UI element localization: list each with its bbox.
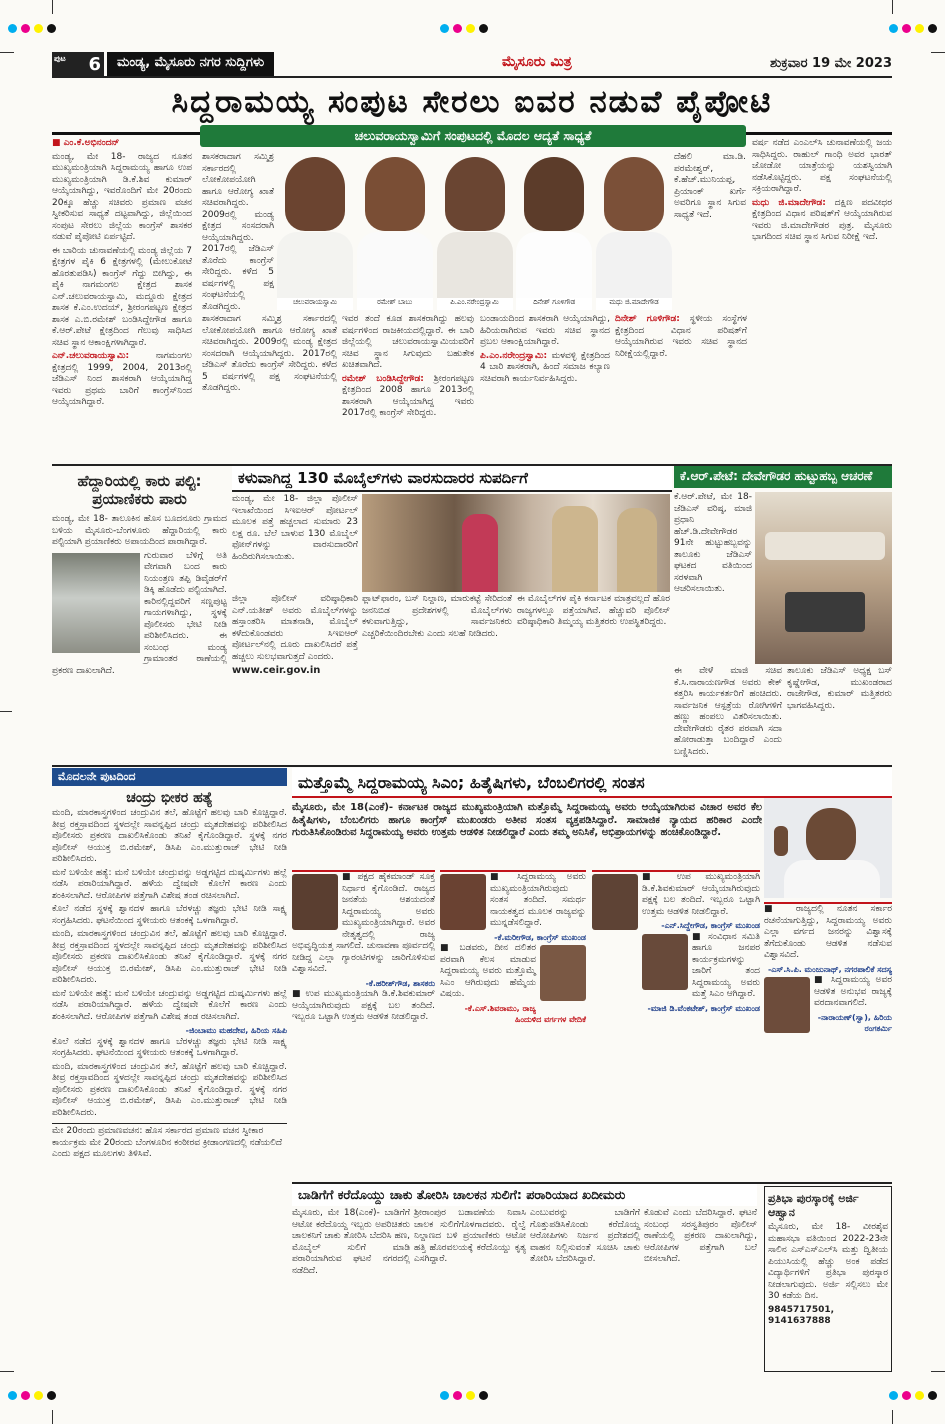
article-subhead: ದಿನೇಶ್ ಗೂಳಿಗೌಡ: — [615, 314, 680, 324]
article-text: ಮಂಡ್ಯ, ಮೇ 18- ಜಿಲ್ಲಾ ಪೊಲೀಸ್ ಇಲಾಖೆಯಿಂದ ಸಿಇಐಆರ್ ಪೋರ್ಟಲ್ ಮೂಲಕ ಪತ್ತೆ ಹಚ್ಚಲಾದ ಸುಮಾರು 23 ಲಕ್ಷ ರೂ. ಬೆಲೆ ಬಾಳುವ 130 ಮೊಬೈಲ್ ಫೋನ್‌ಗಳನ್ನು ವಾರಸುದಾರರಿಗೆ ಹಿಂದಿರುಗಿಸಲಾಯಿತು. — [232, 494, 358, 562]
article-subhead: ಎನ್.ಚಲುವರಾಯಸ್ವಾಮಿ: — [52, 351, 130, 361]
siddaramaiah-photo — [764, 798, 892, 898]
crop-mark — [931, 52, 945, 53]
quote-author: -ಕೆ.ಹರೀಶ್‌ಗೌಡ, ಶಾಸಕರು — [365, 978, 435, 988]
crop-mark — [931, 1371, 945, 1372]
article-text: ಸ್ಥಳೀಯ ಸಂಸ್ಥೆಗಳ ಕ್ಷೇತ್ರದಿಂದ ವಿಧಾನ ಪರಿಷತ್‌ಗೆ ಆಯ್ಕೆಯಾಗಿರುವ ಇವರು ಸಚಿವ ಸ್ಥಾನದ ನಿರೀಕ್ಷೆಯಲ್ಲಿದ್ದಾರೆ. — [615, 314, 747, 359]
article-text: ವರ್ಷ ನಡೆದ ಎಂಎಲ್‌ಸಿ ಚುನಾವಣೆಯಲ್ಲಿ ಜಯ ಸಾಧಿಸಿದ್ದರು. ರಾಹುಲ್ ಗಾಂಧಿ ಅವರ ಭಾರತ್ ಜೋಡೋ ಯಾತ್ರೆಯನ್ನು ಯಶಸ್ವಿಯಾಗಿ ನಡೆಸಿಕೊಟ್ಟಿದ್ದರು. ಪಕ್ಷ ಸಂಘಟನೆಯಲ್ಲಿ ಸಕ್ರಿಯರಾಗಿದ್ದಾರೆ. — [752, 138, 892, 194]
story-headline: ಚಂದ್ರು ಭೀಕರ ಹತ್ಯೆ — [126, 790, 213, 806]
contributor-photo — [764, 977, 810, 1033]
cm-quote-col-2 — [440, 870, 586, 1182]
article-text: ತಾಲೂಕು ಜೆಡಿಎಸ್ ಅಧ್ಯಕ್ಷ ಬಸ್ ಕೃಷ್ಣೇಗೌಡ, ಮುಖಂಡರಾದ ರಾಜೇಗೌಡ, ಕುಮಾರ್ ಮತ್ತಿತರರು ಭಾಗವಹಿಸಿದ್ದರು. — [787, 666, 892, 711]
birthday-celebration-photo — [755, 492, 892, 664]
article-text: ಕೊಲೆ ನಡೆದ ಸ್ಥಳಕ್ಕೆ ಶ್ವಾನದಳ ಹಾಗೂ ಬೆರಳಚ್ಚು ತಜ್ಞರು ಭೇಟಿ ನೀಡಿ ಸಾಕ್ಷ್ಯ ಸಂಗ್ರಹಿಸಿದರು. ಘಟನೆಯಿಂದ ಸ್ಥಳೀಯರು ಆತಂಕಕ್ಕೆ ಒಳಗಾಗಿದ್ದಾರೆ. — [52, 1036, 287, 1058]
article-text: ಎಂಬುವರನ್ನು ಬಾಡಿಗೆಗೆ ಗೊತ್ತುಪಡಿಸಿಕೊಂಡು ಕರೆದೊಯ್ದ ಆರೋಪಿಗಳು ನಿರ್ಜನ ಪ್ರದೇಶದಲ್ಲಿ ವಾಹನ ನಿಲ್ಲಿಸುವಂತೆ ಸೂಚಿಸಿ ಚಾಕು ತೋರಿಸಿ ಬೆದರಿಸಿದ್ದಾರೆ. — [530, 1208, 640, 1264]
article-text: ಮಂದಿ, ಮಾರಕಾಸ್ತ್ರಗಳಿಂದ ಚಂದ್ರುವಿನ ತಲೆ, ಹೊಟ್ಟೆಗೆ ಹಲವು ಬಾರಿ ಕೊಚ್ಚಿದ್ದಾರೆ. ತೀವ್ರ ರಕ್ತಸ್ರಾವದಿಂದ ಸ್ಥಳದಲ್ಲೇ ಸಾವನ್ನಪ್ಪಿದ ಚಂದ್ರು ಮೃತದೇಹವನ್ನು ಪರಿಶೀಲಿಸಿದ ಪೊಲೀಸರು ಪ್ರಕರಣ ದಾಖಲಿಸಿಕೊಂಡು ತನಿಖೆ ಕೈಗೊಂಡಿದ್ದಾರೆ. ಸ್ಥಳಕ್ಕೆ ನಗರ ಪೊಲೀಸ್ ಆಯುಕ್ತ ಬಿ.ರಮೇಶ್, ಡಿಸಿಪಿ ಎಂ.ಮುತ್ತುರಾಜ್ ಭೇಟಿ ನೀಡಿ ಪರಿಶೀಲಿಸಿದರು. — [52, 929, 287, 985]
article-text: ■ ಸಂವಿಧಾನ ಸಮಿತಿ ಹಾಗೂ ಜನಪರ ಕಾರ್ಯಕ್ರಮಗಳನ್ನು ಜಾರಿಗೆ ತಂದ ಸಿದ್ದರಾಮಯ್ಯ ಅವರು ಮತ್ತೆ ಸಿಎಂ ಆಗಿದ್ದಾರೆ. — [692, 931, 760, 999]
continued-label: ಮೊದಲನೇ ಪುಟದಿಂದ — [52, 768, 287, 786]
portrait-photo — [437, 152, 513, 310]
article-text: ಫ್ಲಾಟ್‌ಫಾರಂ, ಬಸ್ ನಿಲ್ದಾಣ, ಮಾರುಕಟ್ಟೆ ಸೇರಿದಂತೆ ಜನನಿಬಿಡ ಪ್ರದೇಶಗಳಲ್ಲಿ ಮೊಬೈಲ್‌ಗಳು ಕಳುವಾಗುತ್ತಿದ್ದು, ಸಾರ್ವಜನಿಕರು ಎಚ್ಚರಿಕೆಯಿಂದಿರಬೇಕು ಎಂದು ಸಲಹೆ ನೀಡಿದರು. — [362, 594, 512, 639]
article-text: ಈ ಬಾರಿಯ ಚುನಾವಣೆಯಲ್ಲಿ ಮಂಡ್ಯ ಜಿಲ್ಲೆಯ 7 ಕ್ಷೇತ್ರಗಳ ಪೈಕಿ 6 ಕ್ಷೇತ್ರಗಳಲ್ಲಿ (ಮೇಲುಕೋಟೆ ಹೊರತುಪಡಿಸಿ) ಕಾಂಗ್ರೆಸ್ ಗೆದ್ದು ಬೀಗಿದ್ದು, ಈ ಪೈಕಿ ನಾಗಮಂಗಲ ಕ್ಷೇತ್ರದ ಶಾಸಕ ಎನ್.ಚಲುವರಾಯಸ್ವಾಮಿ, ಮದ್ದೂರು ಕ್ಷೇತ್ರದ ಶಾಸಕ ಕೆ.ಎಂ.ಉದಯ್, ಶ್ರೀರಂಗಪಟ್ಟಣ ಕ್ಷೇತ್ರದ ಶಾಸಕ ಎ.ಬಿ.ರಮೇಶ್ ಬಂಡಿಸಿದ್ದೇಗೌಡ ಹಾಗೂ ಕೆ.ಆರ್.ಪೇಟೆ ಕ್ಷೇತ್ರದಿಂದ ಗೆಲುವು ಸಾಧಿಸಿದ ಸಚಿವ ಸ್ಥಾನ ಆಕಾಂಕ್ಷಿಗಳಾಗಿದ್ದಾರೆ. — [52, 245, 192, 348]
contributor-photo — [440, 874, 486, 930]
portrait-photo — [596, 152, 672, 310]
birthday-story-col-1 — [674, 492, 752, 664]
cm-quote-col-4 — [764, 902, 892, 1182]
article-text: ಮಂದಿ, ಮಾರಕಾಸ್ತ್ರಗಳಿಂದ ಚಂದ್ರುವಿನ ತಲೆ, ಹೊಟ್ಟೆಗೆ ಹಲವು ಬಾರಿ ಕೊಚ್ಚಿದ್ದಾರೆ. ತೀವ್ರ ರಕ್ತಸ್ರಾವದಿಂದ ಸ್ಥಳದಲ್ಲೇ ಸಾವನ್ನಪ್ಪಿದ ಚಂದ್ರು ಮೃತದೇಹವನ್ನು ಪರಿಶೀಲಿಸಿದ ಪೊಲೀಸರು ಪ್ರಕರಣ ದಾಖಲಿಸಿಕೊಂಡು ತನಿಖೆ ಕೈಗೊಂಡಿದ್ದಾರೆ. ಸ್ಥಳಕ್ಕೆ ನಗರ ಪೊಲೀಸ್ ಆಯುಕ್ತ ಬಿ.ರಮೇಶ್, ಡಿಸಿಪಿ ಎಂ.ಮುತ್ತುರಾಜ್ ಭೇಟಿ ನೀಡಿ ಪರಿಶೀಲಿಸಿದರು. — [52, 1061, 287, 1118]
article-subhead: ಪಿ.ಎಂ.ನರೇಂದ್ರಸ್ವಾಮಿ: — [480, 350, 548, 361]
crop-mark — [0, 52, 14, 53]
article-text: ■ ಸಿದ್ದರಾಮಯ್ಯ ಅವರ ಆಡಳಿತ ಅನುಭವ ರಾಜ್ಯಕ್ಕೆ ವರದಾನವಾಗಲಿದೆ. — [814, 975, 892, 1008]
article-text: ದಕ್ಷಿಣ ಪದವೀಧರ ಕ್ಷೇತ್ರದಿಂದ ವಿಧಾನ ಪರಿಷತ್‌ಗೆ ಆಯ್ಕೆಯಾಗಿರುವ ಇವರು ಜಿ.ಮಾದೇಗೌಡರ ಪುತ್ರ. ಮೈಸೂರು ಭಾಗದಿಂದ ಸಚಿವ ಸ್ಥಾನ ಸಿಗುವ ನಿರೀಕ್ಷೆ ಇದೆ. — [752, 197, 893, 242]
page-number-box — [52, 52, 104, 76]
article-text: ದೆಹಲಿ ಮಾ.ಡಿ. ಪರಮೇಶ್ವರ್, ಕೆ.ಹೆಚ್.ಮುನಿಯಪ್ಪ, ಪ್ರಿಯಾಂಕ್ ಖರ್ಗೆ ಅವರಿಗೂ ಸ್ಥಾನ ಸಿಗುವ ಸಾಧ್ಯತೆ ಇದೆ. — [674, 152, 746, 220]
article-text: ■ ಸಿದ್ದರಾಮಯ್ಯ ಅವರು ಮುಖ್ಯಮಂತ್ರಿಯಾಗಿರುವುದು ಸಂತಸ ತಂದಿದೆ. ಸಮರ್ಥ ನಾಯಕತ್ವದ ಮೂಲಕ ರಾಜ್ಯವನ್ನು ಮುನ್ನಡೆಸಲಿದ್ದಾರೆ. — [490, 872, 586, 928]
cm-quote-col-1 — [292, 870, 435, 1182]
article-text: ಮೈಸೂರು, ಮೇ 18- ವೀರಶೈವ ಮಹಾಸಭಾ ವತಿಯಿಂದ 2022-23ನೇ ಸಾಲಿನ ಎಸ್‌ಎಸ್‌ಎಲ್‌ಸಿ ಮತ್ತು ದ್ವಿತೀಯ ಪಿಯುಸಿಯಲ್ಲಿ ಹೆಚ್ಚು ಅಂಕ ಪಡೆದ ವಿದ್ಯಾರ್ಥಿಗಳಿಗೆ ಪ್ರತಿಭಾ ಪುರಸ್ಕಾರ ನೀಡಲಾಗುವುದು. ಅರ್ಜಿ ಸಲ್ಲಿಸಲು ಮೇ 30 ಕಡೆಯ ದಿನ. — [768, 1222, 888, 1301]
robbery-col-1 — [292, 1208, 410, 1372]
photo-caption: ಪಿ.ಎಂ.ನರೇಂದ್ರಸ್ವಾಮಿ — [437, 298, 513, 310]
police-handover-photo — [362, 494, 670, 592]
article-text: ಶಾಸಕರಾದಾಗ ಸಮ್ಮಿಶ್ರ ಸರ್ಕಾರದಲ್ಲಿ ಲೋಕೋಪಯೋಗಿ ಹಾಗೂ ಆರೋಗ್ಯ ಖಾತೆ ಸಚಿವರಾಗಿದ್ದರು. 2009ರಲ್ಲಿ ಮಂಡ್ಯ ಕ್ಷೇತ್ರದ ಸಂಸದರಾಗಿ ಆಯ್ಕೆಯಾಗಿದ್ದರು. 2017ರಲ್ಲಿ ಜೆಡಿಎಸ್ ತೊರೆದು ಕಾಂಗ್ರೆಸ್ ಸೇರಿದ್ದರು. ಕಳೆದ 5 ವರ್ಷಗಳಲ್ಲಿ ಪಕ್ಷ ಸಂಘಟನೆಯಲ್ಲಿ ತೊಡಗಿದ್ದರು. — [202, 314, 337, 393]
birthday-story-col-2 — [674, 666, 782, 766]
article-text: ■ ಬಡವರು, ದೀನ ದಲಿತರ ಪರವಾಗಿ ಕೆಲಸ ಮಾಡುವ ಸಿದ್ದರಾಮಯ್ಯ ಅವರು ಮತ್ತೊಮ್ಮೆ ಸಿಎಂ ಆಗಿರುವುದು ಹೆಮ್ಮೆಯ ವಿಷಯ. — [440, 943, 536, 999]
robbery-col-2 — [414, 1208, 526, 1372]
article-text: ■ ಉಪ ಮುಖ್ಯಮಂತ್ರಿಯಾಗಿ ಡಿ.ಕೆ.ಶಿವಕುಮಾರ್ ಆಯ್ಕೆಯಾಗಿರುವುದು ಪಕ್ಷಕ್ಕೆ ಬಲ ತಂದಿದೆ. ಇಬ್ಬರೂ ಒಟ್ಟಾಗಿ ಉತ್ತಮ ಆಡಳಿತ ನೀಡಲಿದ್ದಾರೆ. — [292, 989, 435, 1022]
article-text: ■ ಉಪ ಮುಖ್ಯಮಂತ್ರಿಯಾಗಿ ಡಿ.ಕೆ.ಶಿವಕುಮಾರ್ ಆಯ್ಕೆಯಾಗಿರುವುದು ಪಕ್ಷಕ್ಕೆ ಬಲ ತಂದಿದೆ. ಇಬ್ಬರೂ ಒಟ್ಟಾಗಿ ಉತ್ತಮ ಆಡಳಿತ ನೀಡಲಿದ್ದಾರೆ. — [642, 872, 760, 917]
article-text: ಕೊಡುವೆ ಎಂದು ಬೆದರಿಸಿದ್ದಾರೆ. ಘಟನೆ ಸಂಬಂಧ ಸರಸ್ವತಿಪುರಂ ಪೊಲೀಸ್ ಠಾಣೆಯಲ್ಲಿ ಪ್ರಕರಣ ದಾಖಲಾಗಿದ್ದು, ಆರೋಪಿಗಳ ಪತ್ತೆಗಾಗಿ ಬಲೆ ಬೀಸಲಾಗಿದೆ. — [644, 1208, 757, 1264]
contact-phone: 9845717501, 9141637888 — [768, 1304, 835, 1326]
article-text: ಈ ವೇಳೆ ಮಾಜಿ ಸಚಿವ ಕೆ.ಸಿ.ನಾರಾಯಣಗೌಡ ಅವರು ಕೇಕ್ ಕತ್ತರಿಸಿ ಕಾರ್ಯಕರ್ತರಿಗೆ ಹಂಚಿದರು. ಸಾರ್ವಜನಿಕ ಆಸ್ಪತ್ರೆಯ ರೋಗಿಗಳಿಗೆ ಹಣ್ಣು ಹಂಪಲು ವಿತರಿಸಲಾಯಿತು. ದೇವೇಗೌಡರು ರೈತರ ಪರವಾಗಿ ಸದಾ ಹೋರಾಡುತ್ತಾ ಬಂದಿದ್ದಾರೆ ಎಂದು ಬಣ್ಣಿಸಿದರು. — [674, 666, 782, 757]
quote-author: -ಕೆ.ಎಸ್.ಶಿವರಾಮು, ರಾಜ್ಯ ಹಿಂದುಳಿದ ವರ್ಗಗಳ ವೇದಿಕೆ — [464, 1003, 586, 1024]
lead-column-5 — [480, 314, 610, 466]
article-text: ಮೈಸೂರು, ಮೇ 18(ಎಂಕೆ)- ಕರ್ನಾಟಕ ರಾಜ್ಯದ ಮುಖ್ಯಮಂತ್ರಿಯಾಗಿ ಮತ್ತೊಮ್ಮೆ ಸಿದ್ದರಾಮಯ್ಯ ಅವರು ಆಯ್ಕೆಯಾಗಿರುವ ವಿಚಾರ ಅವರ ಕೆಲ ಹಿತೈಷಿಗಳು, ಬೆಂಬಲಿಗರು ಹಾಗೂ ಕಾಂಗ್ರೆಸ್ ಮುಖಂಡರು ಅತೀವ ಸಂತಸ ವ್ಯಕ್ತಪಡಿಸಿದ್ದಾರೆ. ಸಾಮಾಜಿಕ ನ್ಯಾಯದ ಹರಿಕಾರ ಎಂದೇ ಗುರುತಿಸಿಕೊಂಡಿರುವ ಸಿದ್ದರಾಮಯ್ಯ ಅವರು ಉತ್ತಮ ಆಡಳಿತ ನೀಡಲಿದ್ದಾರೆ ಎಂದು ತಮ್ಮ ಅನಿಸಿಕೆ, ಅಭಿಪ್ರಾಯಗಳನ್ನು ಹಂಚಿಕೊಂಡಿದ್ದಾರೆ. — [292, 802, 762, 838]
story-headline: ಬಾಡಿಗೆಗೆ ಕರೆದೊಯ್ದು ಚಾಕು ತೋರಿಸಿ ಚಾಲಕನ ಸುಲಿಗೆ: ಪರಾರಿಯಾದ ಖದೀಮರು — [292, 1184, 757, 1206]
mobiles-story-col-3 — [362, 594, 512, 764]
article-text: ■ ರಾಜ್ಯದಲ್ಲಿ ನೂತನ ಸರ್ಕಾರ ರಚನೆಯಾಗುತ್ತಿದ್ದು, ಸಿದ್ದರಾಮಯ್ಯ ಅವರು ಎಲ್ಲಾ ವರ್ಗದ ಜನರನ್ನು ವಿಶ್ವಾಸಕ್ಕೆ ತೆಗೆದುಕೊಂಡು ಆಡಳಿತ ನಡೆಸುವ ವಿಶ್ವಾಸವಿದೆ. — [764, 904, 892, 960]
lead-column-2 — [202, 152, 274, 312]
lead-headline: ಸಿದ್ದರಾಮಯ್ಯ ಸಂಪುಟ ಸೇರಲು ಐವರ ನಡುವೆ ಪೈಪೋಟಿ — [171, 84, 773, 120]
article-text: ಮಳವಳ್ಳಿ ಕ್ಷೇತ್ರದಿಂದ 4 ಬಾರಿ ಶಾಸಕರಾಗಿ, ಹಿಂದೆ ಸಮಾಜ ಕಲ್ಯಾಣ ಸಚಿವರಾಗಿ ಕಾರ್ಯನಿರ್ವಹಿಸಿದ್ದರು. — [480, 350, 610, 384]
page-number: 6 — [88, 54, 101, 75]
lead-column-7 — [615, 314, 747, 466]
robbery-col-3 — [530, 1208, 640, 1372]
contributor-photo — [292, 874, 338, 930]
article-subhead: ರಮೇಶ್ ಬಂಡಿಸಿದ್ದೇಗೌಡ: — [342, 373, 424, 384]
lead-column-4 — [342, 314, 474, 466]
story-headline: ಕಳುವಾಗಿದ್ದ 130 ಮೊಬೈಲ್‌ಗಳು ವಾರಸುದಾರರ ಸುಪರ್ದಿಗೆ — [232, 466, 672, 492]
lead-column-1 — [52, 138, 192, 466]
color-bar-bottom-center — [440, 1391, 488, 1400]
lead-column-8 — [752, 138, 892, 466]
story-headline: ಹೆದ್ದಾರಿಯಲ್ಲಿ ಕಾರು ಪಲ್ಟಿ: ಪ್ರಯಾಣಿಕರು ಪಾರು — [77, 472, 202, 508]
birthday-story-col-3 — [787, 666, 892, 766]
article-text: ಮಂದಿ, ಮಾರಕಾಸ್ತ್ರಗಳಿಂದ ಚಂದ್ರುವಿನ ತಲೆ, ಹೊಟ್ಟೆಗೆ ಹಲವು ಬಾರಿ ಕೊಚ್ಚಿದ್ದಾರೆ. ತೀವ್ರ ರಕ್ತಸ್ರಾವದಿಂದ ಸ್ಥಳದಲ್ಲೇ ಸಾವನ್ನಪ್ಪಿದ ಚಂದ್ರು ಮೃತದೇಹವನ್ನು ಪರಿಶೀಲಿಸಿದ ಪೊಲೀಸರು ಪ್ರಕರಣ ದಾಖಲಿಸಿಕೊಂಡು ತನಿಖೆ ಕೈಗೊಂಡಿದ್ದಾರೆ. ಸ್ಥಳಕ್ಕೆ ನಗರ ಪೊಲೀಸ್ ಆಯುಕ್ತ ಬಿ.ರಮೇಶ್, ಡಿಸಿಪಿ ಎಂ.ಮುತ್ತುರಾಜ್ ಭೇಟಿ ನೀಡಿ ಪರಿಶೀಲಿಸಿದರು. — [52, 808, 287, 864]
crop-mark — [0, 1371, 14, 1372]
story-headline: ಮತ್ತೊಮ್ಮೆ ಸಿದ್ದರಾಮಯ್ಯ ಸಿಎಂ; ಹಿತೈಷಿಗಳು, ಬೆಂಬಲಿಗರಲ್ಲಿ ಸಂತಸ — [292, 768, 892, 798]
ceir-url[interactable]: www.ceir.gov.in — [232, 665, 321, 676]
photo-caption: ದಿನೇಶ್ ಗೂಳಿಗೌಡ — [516, 298, 592, 310]
signoff: -ಜಿಂಬಾಮು ಮಹದೇವ, ಹಿರಿಯ ಸಹಿಪಿ — [185, 1026, 287, 1035]
minister-photo-strip — [277, 152, 672, 310]
crop-mark — [892, 1410, 893, 1424]
article-text: ಜಿಲ್ಲಾ ಪೊಲೀಸ್ ವರಿಷ್ಠಾಧಿಕಾರಿ ಎನ್.ಯತೀಶ್ ಅವರು ಮೊಬೈಲ್‌ಗಳನ್ನು ಹಸ್ತಾಂತರಿಸಿ ಮಾತನಾಡಿ, ಮೊಬೈಲ್ ಕಳೆದುಕೊಂಡವರು ಸಿಇಐಆರ್ ಪೋರ್ಟಲ್‌ನಲ್ಲಿ ದೂರು ದಾಖಲಿಸಿದರೆ ಪತ್ತೆ ಹಚ್ಚಲು ಸುಲಭವಾಗುತ್ತದೆ ಎಂದರು. — [232, 594, 358, 662]
story-headline: ಕೆ.ಆರ್.ಪೇಟೆ: ದೇವೇಗೌಡರ ಹುಟ್ಟುಹಬ್ಬ ಆಚರಣೆ — [674, 466, 892, 488]
murder-story — [52, 788, 287, 1372]
quote-author: -ಎಸ್.ಸಿ.ಪಿ. ಮಂಜುನಾಥ್, ನಗರಪಾಲಿಕೆ ಸದಸ್ಯ — [767, 964, 892, 974]
article-text: ಈ ಮೊಬೈಲ್‌ಗಳ ಪೈಕಿ ಕರ್ನಾಟಕ ಮಾತ್ರವಲ್ಲದೆ ಹೊರ ರಾಜ್ಯಗಳಲ್ಲೂ ಪತ್ತೆಯಾಗಿವೆ. ಹೆಚ್ಚುವರಿ ಪೊಲೀಸ್ ವರಿಷ್ಠಾಧಿಕಾರಿ ತಿಮ್ಮಯ್ಯ ಮತ್ತಿತರರು ಉಪಸ್ಥಿತರಿದ್ದರು. — [517, 594, 670, 627]
article-text: ಮನೆ ಬಳಿಯೇ ಹತ್ಯೆ: ಮನೆ ಬಳಿಯೇ ಚಂದ್ರುವನ್ನು ಅಡ್ಡಗಟ್ಟಿದ ದುಷ್ಕರ್ಮಿಗಳು ಹಲ್ಲೆ ನಡೆಸಿ ಪರಾರಿಯಾಗಿದ್ದಾರೆ. ಹಳೆಯ ದ್ವೇಷವೇ ಕೊಲೆಗೆ ಕಾರಣ ಎಂದು ಶಂಕಿಸಲಾಗಿದೆ. ಆರೋಪಿಗಳ ಪತ್ತೆಗಾಗಿ ವಿಶೇಷ ತಂಡ ರಚಿಸಲಾಗಿದೆ. — [52, 988, 287, 1022]
photo-caption: ಮಧು ಜಿ.ಮಾದೇಗೌಡ — [596, 298, 672, 310]
divider — [52, 765, 892, 767]
award-notice — [764, 1186, 892, 1372]
article-text: ಮಂಡ್ಯ, ಮೇ 18- ತಾಲೂಕಿನ ಹೊಸ ಬೂದನೂರು ಗ್ರಾಮದ ಬಳಿಯ ಮೈಸೂರು-ಬೆಂಗಳೂರು ಹೆದ್ದಾರಿಯಲ್ಲಿ ಕಾರು ಪಲ್ಟಿಯಾಗಿ ಪ್ರಯಾಣಿಕರು ಅಪಾಯದಿಂದ ಪಾರಾಗಿದ್ದಾರೆ. — [52, 514, 227, 547]
article-text: ಶ್ರೀರಂಗಪಟ್ಟಣ ಕ್ಷೇತ್ರದಿಂದ 2008 ಹಾಗೂ 2013ರಲ್ಲಿ ಶಾಸಕರಾಗಿ ಆಯ್ಕೆಯಾಗಿದ್ದ ಇವರು 2017ರಲ್ಲಿ ಕಾಂಗ್ರೆಸ್ ಸೇರಿದ್ದರು. — [342, 373, 474, 418]
article-text: ಮಂಡ್ಯ, ಮೇ 18- ರಾಜ್ಯದ ನೂತನ ಮುಖ್ಯಮಂತ್ರಿಯಾಗಿ ಸಿದ್ದರಾಮಯ್ಯ ಹಾಗೂ ಉಪ ಮುಖ್ಯಮಂತ್ರಿಯಾಗಿ ಡಿ.ಕೆ.ಶಿವ ಕುಮಾರ್ ಆಯ್ಕೆಯಾಗಿದ್ದು, ಇವರೊಂದಿಗೆ ಮೇ 20ರಂದು 20ಕ್ಕೂ ಹೆಚ್ಚು ಸಚಿವರು ಪ್ರಮಾಣ ವಚನ ಸ್ವೀಕರಿಸುವ ಸಾಧ್ಯತೆ ದಟ್ಟವಾಗಿದ್ದು, ಜಿಲ್ಲೆಯಿಂದ ಸಂಪುಟ ಸೇರಲು ಜಿಲ್ಲೆಯ ಕಾಂಗ್ರೆಸ್ ಶಾಸಕರ ನಡುವೆ ಪೈಪೋಟಿ ಏರ್ಪಟ್ಟಿದೆ. — [52, 151, 192, 242]
lead-subheadline: ಚಲುವರಾಯಸ್ವಾಮಿಗೆ ಸಂಪುಟದಲ್ಲಿ ಮೊದಲ ಆದ್ಯತೆ ಸಾಧ್ಯತೆ — [200, 125, 746, 147]
article-text: ಬಂಡಾಯದಿಂದ ಶಾಸಕರಾಗಿ ಆಯ್ಕೆಯಾಗಿದ್ದು, ಹಿರಿಯರಾಗಿರುವ ಇವರು ಸಚಿವ ಸ್ಥಾನದ ಪ್ರಬಲ ಆಕಾಂಕ್ಷಿಯಾಗಿದ್ದಾರೆ. — [480, 314, 610, 347]
crop-mark — [52, 0, 53, 14]
masthead: ಮೈಸೂರು ಮಿತ್ರ — [502, 54, 572, 70]
side-registration-line — [0, 711, 12, 712]
photo-caption: ಚಲುವರಾಯಸ್ವಾಮಿ — [277, 298, 353, 310]
mobiles-story-col-2 — [232, 594, 358, 764]
photo-caption: ರಮೇಶ್ ಬಾಬು — [357, 298, 433, 310]
quote-author: -ನಾರಾಯಣ್(ಸ್ವಾ), ಹಿರಿಯ ರಂಗಕರ್ಮಿ — [817, 1012, 892, 1033]
article-subhead: ಮಧು ಜಿ.ಮಾದೇಗೌಡ: — [752, 197, 826, 208]
crashed-car-photo — [52, 553, 140, 653]
quote-author: -ಮಾಜಿ ಡಿ.ವೆಂಕಟೇಶ್, ಕಾಂಗ್ರೆಸ್ ಮುಖಂಡ — [647, 1003, 760, 1013]
article-text: ಇವರ ತಂದೆ ಕೂಡ ಶಾಸಕರಾಗಿದ್ದು ಹಲವು ವರ್ಷಗಳಿಂದ ರಾಜಕೀಯದಲ್ಲಿದ್ದಾರೆ. ಈ ಬಾರಿ ಜಿಲ್ಲೆಯಲ್ಲಿ ಚಲುವರಾಯಸ್ವಾಮಿಯವರಿಗೆ ಸಚಿವ ಸ್ಥಾನ ಸಿಗುವುದು ಬಹುತೇಕ ಖಚಿತವಾಗಿದೆ. — [342, 314, 474, 370]
article-text: ಗುರುವಾರ ಬೆಳಿಗ್ಗೆ ಅತಿ ವೇಗವಾಗಿ ಬಂದ ಕಾರು ನಿಯಂತ್ರಣ ತಪ್ಪಿ ಡಿವೈಡರ್‌ಗೆ ಡಿಕ್ಕಿ ಹೊಡೆದು ಪಲ್ಟಿಯಾಗಿದೆ. ಕಾರಿನಲ್ಲಿದ್ದವರಿಗೆ ಸಣ್ಣಪುಟ್ಟ ಗಾಯಗಳಾಗಿದ್ದು, ಸ್ಥಳಕ್ಕೆ ಪೊಲೀಸರು ಭೇಟಿ ನೀಡಿ ಪರಿಶೀಲಿಸಿದರು. ಈ ಸಂಬಂಧ ಮಂಡ್ಯ ಗ್ರಾಮಾಂತರ ಠಾಣೆಯಲ್ಲಿ ಪ್ರಕರಣ ದಾಖಲಾಗಿದೆ. — [52, 550, 227, 676]
issue-date: ಶುಕ್ರವಾರ 19 ಮೇ 2023 — [770, 56, 892, 71]
article-text: ನಾಗಮಂಗಲ ಕ್ಷೇತ್ರದಲ್ಲಿ 1999, 2004, 2013ರಲ್ಲಿ ಜೆಡಿಎಸ್ ನಿಂದ ಶಾಸಕರಾಗಿ ಆಯ್ಕೆಯಾಗಿದ್ದ ಇವರು ಪ್ರಥಮ ಬಾರಿಗೆ ಕಾಂಗ್ರೆಸ್‌ನಿಂದ ಆಯ್ಕೆಯಾಗಿದ್ದಾರೆ. — [52, 351, 192, 407]
article-text: ಮೈಸೂರು, ಮೇ 18(ಎಂಕೆ)- ಬಾಡಿಗೆಗೆ ಆಟೋ ಕರೆದೊಯ್ದ ಇಬ್ಬರು ಅಪರಿಚಿತರು ಚಾಲಕನಿಗೆ ಚಾಕು ತೋರಿಸಿ ಬೆದರಿಸಿ ಹಣ, ಮೊಬೈಲ್ ಸುಲಿಗೆ ಮಾಡಿ ಪರಾರಿಯಾಗಿರುವ ಘಟನೆ ನಗರದಲ್ಲಿ ನಡೆದಿದೆ. — [292, 1208, 410, 1276]
color-bar-top-center — [440, 24, 488, 33]
newspaper-page — [52, 52, 892, 1372]
robbery-col-4 — [644, 1208, 757, 1372]
page-label: ಪುಟ — [54, 54, 66, 63]
article-text: ಕೊಲೆ ನಡೆದ ಸ್ಥಳಕ್ಕೆ ಶ್ವಾನದಳ ಹಾಗೂ ಬೆರಳಚ್ಚು ತಜ್ಞರು ಭೇಟಿ ನೀಡಿ ಸಾಕ್ಷ್ಯ ಸಂಗ್ರಹಿಸಿದರು. ಘಟನೆಯಿಂದ ಸ್ಥಳೀಯರು ಆತಂಕಕ್ಕೆ ಒಳಗಾಗಿದ್ದಾರೆ. — [52, 904, 287, 926]
portrait-photo — [516, 152, 592, 310]
bottom-note: ಮೇ 20ರಂದು ಪ್ರಮಾಣವಚನ: ಹೊಸ ಸರ್ಕಾರದ ಪ್ರಮಾಣ ವಚನ ಸ್ವೀಕಾರ ಕಾರ್ಯಕ್ರಮ ಮೇ 20ರಂದು ಬೆಂಗಳೂರಿನ ಕಂಠೀರವ ಕ್ರೀಡಾಂಗಣದಲ್ಲಿ ನಡೆಯಲಿದೆ ಎಂದು ಪಕ್ಷದ ಮೂಲಗಳು ತಿಳಿಸಿವೆ. — [52, 1123, 287, 1161]
color-bar-top-left — [8, 24, 56, 33]
contributor-photo — [642, 934, 688, 990]
page-header — [52, 52, 892, 78]
color-bar-top-right — [889, 24, 937, 33]
portrait-photo — [277, 152, 353, 310]
color-bar-bottom-right — [889, 1391, 937, 1400]
portrait-photo — [357, 152, 433, 310]
article-text: ಶಾಸಕರಾದಾಗ ಸಮ್ಮಿಶ್ರ ಸರ್ಕಾರದಲ್ಲಿ ಲೋಕೋಪಯೋಗಿ ಹಾಗೂ ಆರೋಗ್ಯ ಖಾತೆ ಸಚಿವರಾಗಿದ್ದರು. 2009ರಲ್ಲಿ ಮಂಡ್ಯ ಕ್ಷೇತ್ರದ ಸಂಸದರಾಗಿ ಆಯ್ಕೆಯಾಗಿದ್ದರು. 2017ರಲ್ಲಿ ಜೆಡಿಎಸ್ ತೊರೆದು ಕಾಂಗ್ರೆಸ್ ಸೇರಿದ್ದರು. ಕಳೆದ 5 ವರ್ಷಗಳಲ್ಲಿ ಪಕ್ಷ ಸಂಘಟನೆಯಲ್ಲಿ ತೊಡಗಿದ್ದರು. — [202, 152, 274, 312]
crop-mark — [52, 1410, 53, 1424]
quote-author: -ಎನ್.ಸಿದ್ದೇಗೌಡ, ಕಾಂಗ್ರೆಸ್ ಮುಖಂಡ — [661, 921, 760, 930]
cm-quote-col-3 — [592, 870, 760, 1182]
section-title: ಮಂಡ್ಯ, ಮೈಸೂರು ನಗರ ಸುದ್ದಿಗಳು — [107, 52, 274, 76]
quote-author: -ಕೆ.ಮರೀಗೌಡ, ಕಾಂಗ್ರೆಸ್ ಮುಖಂಡ — [494, 932, 586, 942]
mobiles-story-col-4 — [517, 594, 670, 764]
contributor-photo — [540, 945, 586, 1001]
article-text: ■ ಪಕ್ಷದ ಹೈಕಮಾಂಡ್ ಸೂಕ್ತ ನಿರ್ಧಾರ ಕೈಗೊಂಡಿದೆ. ರಾಜ್ಯದ ಜನತೆಯ ಆಶಯದಂತೆ ಸಿದ್ದರಾಮಯ್ಯ ಅವರು ಮುಖ್ಯಮಂತ್ರಿಯಾಗಿದ್ದಾರೆ. ಅವರ ನೇತೃತ್ವದಲ್ಲಿ ರಾಜ್ಯ ಅಭಿವೃದ್ಧಿಯತ್ತ ಸಾಗಲಿದೆ. ಚುನಾವಣಾ ಪೂರ್ವದಲ್ಲಿ ನೀಡಿದ್ದ ಎಲ್ಲಾ ಗ್ಯಾರಂಟಿಗಳನ್ನು ಜಾರಿಗೊಳಿಸುವ ವಿಶ್ವಾಸವಿದೆ. — [292, 872, 435, 974]
article-text: ಶ್ರೀರಾಂಪುರ ಬಡಾವಣೆಯ ನಿವಾಸಿ ಚಾಲಕ ಸುಲಿಗೆಗೊಳಗಾದವರು. ರೈಲ್ವೆ ನಿಲ್ದಾಣದ ಬಳಿ ಪ್ರಯಾಣಿಕರು ಆಟೋ ಹತ್ತಿ ಹೊರವಲಯಕ್ಕೆ ಕರೆದೊಯ್ದು ಕೃತ್ಯ ಎಸಗಿದ್ದಾರೆ. — [414, 1208, 526, 1264]
article-text: ಕೆ.ಆರ್.ಪೇಟೆ, ಮೇ 18- ಜೆಡಿಎಸ್ ವರಿಷ್ಠ, ಮಾಜಿ ಪ್ರಧಾನಿ ಹೆಚ್.ಡಿ.ದೇವೇಗೌಡರ 91ನೇ ಹುಟ್ಟುಹಬ್ಬವನ್ನು ತಾಲೂಕು ಜೆಡಿಎಸ್ ಘಟಕದ ವತಿಯಿಂದ ಸರಳವಾಗಿ ಆಚರಿಸಲಾಯಿತು. — [674, 492, 752, 594]
lead-column-3 — [202, 314, 337, 466]
article-text: ಮನೆ ಬಳಿಯೇ ಹತ್ಯೆ: ಮನೆ ಬಳಿಯೇ ಚಂದ್ರುವನ್ನು ಅಡ್ಡಗಟ್ಟಿದ ದುಷ್ಕರ್ಮಿಗಳು ಹಲ್ಲೆ ನಡೆಸಿ ಪರಾರಿಯಾಗಿದ್ದಾರೆ. ಹಳೆಯ ದ್ವೇಷವೇ ಕೊಲೆಗೆ ಕಾರಣ ಎಂದು ಶಂಕಿಸಲಾಗಿದೆ. ಆರೋಪಿಗಳ ಪತ್ತೆಗಾಗಿ ವಿಶೇಷ ತಂಡ ರಚಿಸಲಾಗಿದೆ. — [52, 867, 287, 901]
lead-column-6 — [674, 152, 746, 312]
cm-story-intro — [292, 802, 762, 868]
story-headline: ಪ್ರತಿಭಾ ಪುರಸ್ಕಾರಕ್ಕೆ ಅರ್ಜಿ ಆಹ್ವಾನ — [768, 1192, 859, 1219]
byline: ■ ಎಂ.ಕೆ.ಅಭಿನಂದನ್ — [52, 138, 120, 148]
color-bar-bottom-left — [8, 1391, 56, 1400]
accident-story — [52, 468, 227, 768]
contributor-photo — [592, 874, 638, 930]
crop-mark — [892, 0, 893, 14]
